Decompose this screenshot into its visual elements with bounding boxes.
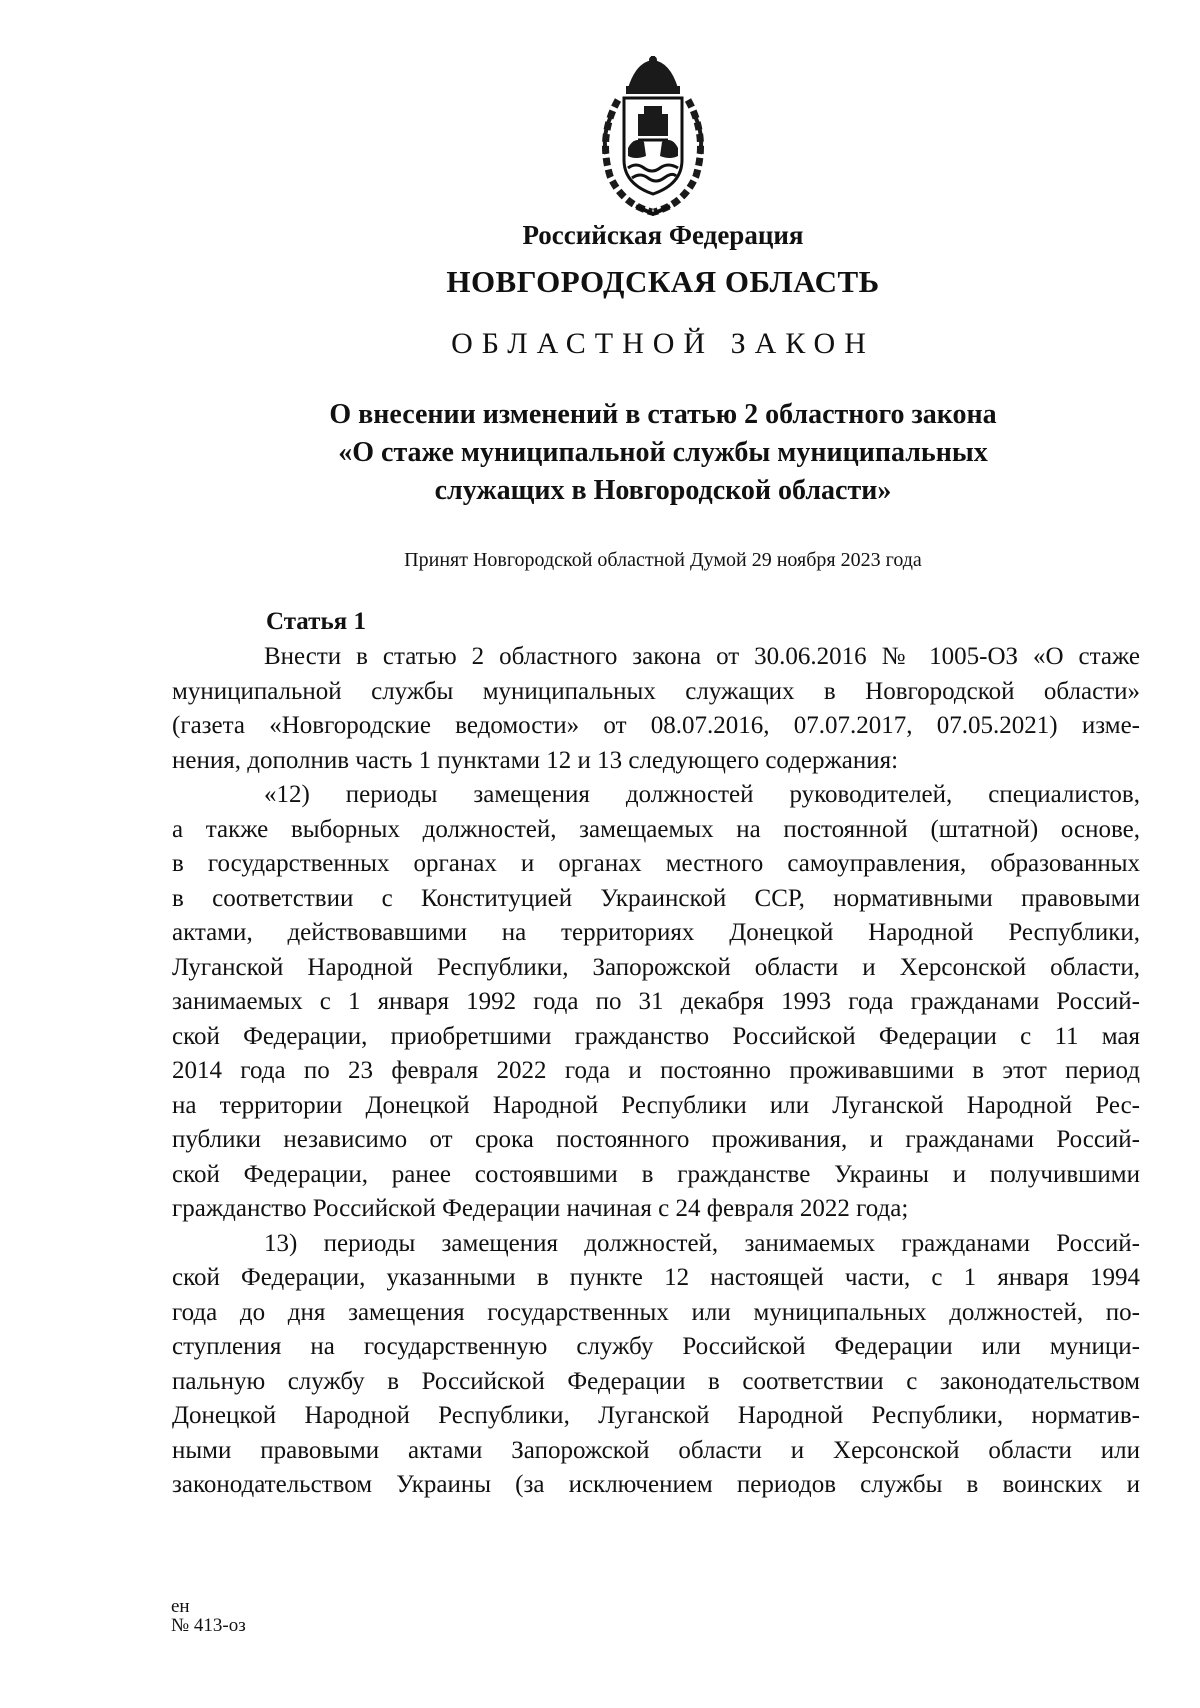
adoption-note: Принят Новгородской областной Думой 29 ноября 2023 года [404,549,922,571]
body-line: «12) периоды замещения должностей руководителей, специалистов, [264,781,1140,808]
body-line: публики независимо от срока постоянного проживания, и гражданами Россий- [172,1126,1140,1153]
body-line: актами, действовавшими на территориях Донецкой Народной Республики, [172,919,1140,946]
country-name: Российская Федерация [522,220,804,250]
article-body [172,640,1140,1503]
body-line: (газета «Новгородские ведомости» от 08.07.2016, 07.07.2017, 07.05.2021) изме- [172,712,1140,739]
body-line: занимаемых с 1 января 1992 года по 31 декабря 1993 года гражданами Россий- [172,988,1140,1015]
law-type: ОБЛАСТНОЙ ЗАКОН [451,327,875,360]
body-line: года до дня замещения государственных или муниципальных должностей, по- [172,1298,1140,1326]
region-name: НОВГОРОДСКАЯ ОБЛАСТЬ [446,264,880,299]
body-line: ской Федерации, указанными в пункте 12 настоящей части, с 1 января 1994 [172,1264,1140,1291]
body-line: ными правовыми актами Запорожской области и Херсонской области или [172,1436,1140,1464]
law-title-line: «О стаже муниципальной службы муниципальных [338,437,988,468]
article-heading: Статья 1 [266,608,366,635]
body-line: ской Федерации, ранее состоявшими в гражданстве Украины и получившими [172,1160,1140,1188]
body-line: законодательством Украины (за исключением периодов службы в воинских и [172,1471,1140,1498]
law-title [0,396,1200,510]
body-line: нения, дополнив часть 1 пунктами 12 и 13 следующего содержания: [172,746,899,774]
body-line: ской Федерации, приобретшими гражданство Российской Федерации с 11 мая [172,1022,1140,1050]
body-line: Луганской Народной Республики, Запорожской области и Херсонской области, [172,953,1140,981]
body-line: гражданство Российской Федерации начиная с 24 февраля 2022 года; [172,1195,909,1222]
body-line: а также выборных должностей, замещаемых на постоянной (штатной) основе, [172,815,1140,843]
law-title-line: служащих в Новгородской области» [434,475,892,506]
body-line: Внести в статью 2 областного закона от 30.06.2016 № 1005-ОЗ «О стаже [264,643,1140,670]
law-title-line: О внесении изменений в статью 2 областного закона [329,399,997,430]
footer-law-number: № 413-оз [171,1615,246,1636]
body-line: в государственных органах и органах местного самоуправления, образованных [172,850,1140,877]
body-line: 13) периоды замещения должностей, занимаемых гражданами Россий- [264,1229,1140,1257]
body-line: на территории Донецкой Народной Республики или Луганской Народной Рес- [172,1091,1140,1119]
coat-of-arms-emblem [588,56,718,216]
body-line: Донецкой Народной Республики, Луганской Народной Республики, норматив- [172,1402,1140,1429]
body-line: муниципальной службы муниципальных служащих в Новгородской области» [172,677,1140,705]
body-line: 2014 года по 23 февраля 2022 года и постоянно проживавшими в этот период [172,1057,1140,1084]
footer-initials: ен [171,1596,190,1617]
body-line: ступления на государственную службу Российской Федерации или муници- [172,1333,1140,1360]
body-line: в соответствии с Конституцией Украинской ССР, нормативными правовыми [172,884,1140,912]
document-footer [171,1597,246,1635]
body-line: пальную службу в Российской Федерации в соответствии с законодательством [172,1367,1140,1395]
